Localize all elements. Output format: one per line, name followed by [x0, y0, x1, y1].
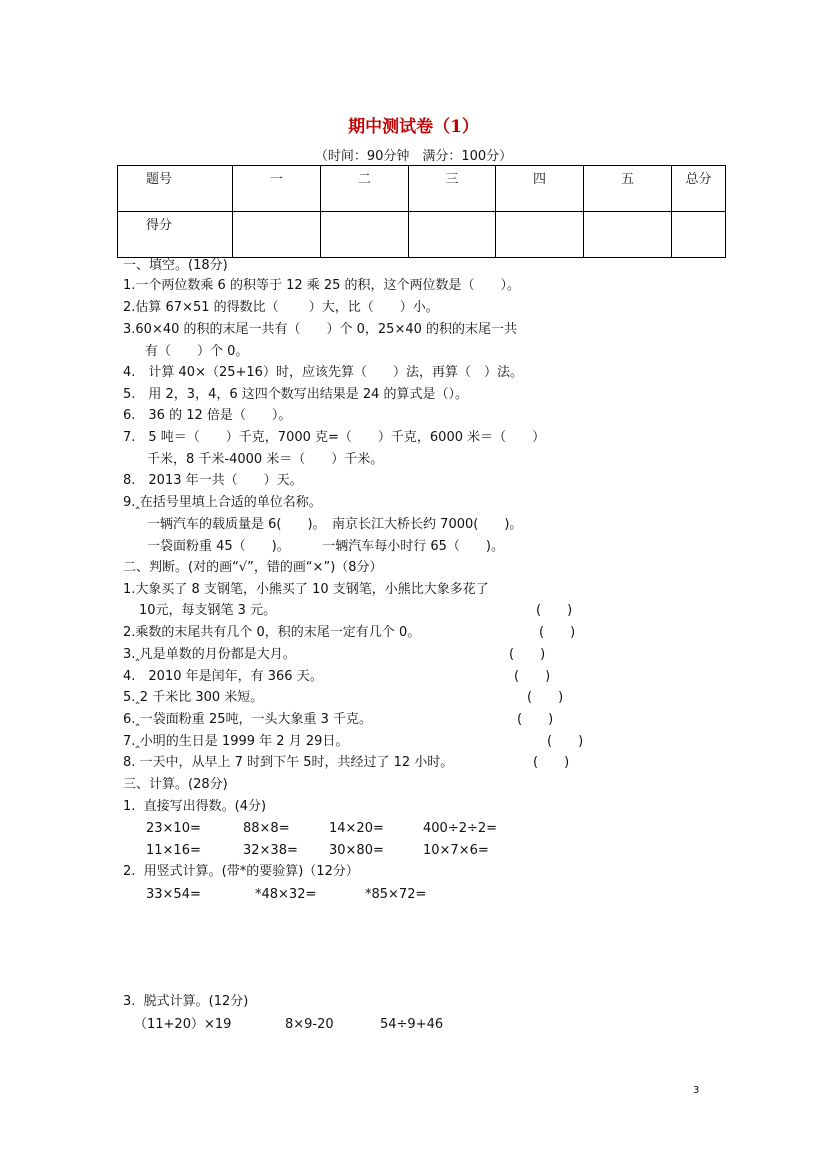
score-header-cell: 一: [233, 166, 321, 212]
question-line: 一辆汽车的载质量是 6( )。 南京长江大桥长约 7000( )。: [147, 517, 523, 532]
question-line: 5.‸2 千米比 300 米短。: [123, 690, 264, 705]
question-line: 8. 一天中，从早上 7 时到下午 5时，共经过了 12 小时。: [123, 755, 454, 770]
question-line: 3. 脱式计算。(12分): [123, 994, 249, 1009]
section-heading: 一、填空。(18分): [123, 258, 228, 273]
question-line: 7. 5 吨＝（ ）千克，7000 克=（ ）千克，6000 米＝（ ）: [123, 430, 546, 445]
score-cell[interactable]: [321, 212, 409, 258]
answer-bracket[interactable]: ( ): [509, 647, 546, 662]
step-calc-item: 54÷9+46: [380, 1017, 444, 1032]
section-heading: 三、计算。(28分): [123, 777, 228, 792]
oral-calc-item: 11×16=: [146, 843, 201, 858]
score-header-cell: 总分: [672, 166, 726, 212]
question-line: 3.‸凡是单数的月份都是大月。: [123, 647, 296, 662]
question-line: 4. 2010 年是闰年，有 366 天。: [123, 669, 323, 684]
question-line: 4. 计算 40×（25+16）时，应该先算（ ）法，再算（ ）法。: [123, 365, 523, 380]
vertical-calc-item: *48×32=: [255, 887, 317, 902]
vertical-calc-item: 33×54=: [146, 887, 201, 902]
oral-calc-item: 32×38=: [243, 843, 298, 858]
score-cell[interactable]: [409, 212, 496, 258]
question-line: 2. 用竖式计算。(带*的要验算)（12分）: [123, 864, 359, 879]
oral-calc-item: 10×7×6=: [423, 843, 489, 858]
score-cell[interactable]: [672, 212, 726, 258]
step-calc-item: 8×9-20: [285, 1017, 334, 1032]
answer-bracket[interactable]: ( ): [547, 734, 584, 749]
page-number: 3: [693, 1085, 700, 1096]
vertical-calc-item: *85×72=: [365, 887, 427, 902]
oral-calc-item: 88×8=: [243, 821, 290, 836]
oral-calc-item: 30×80=: [329, 843, 384, 858]
question-line: 8. 2013 年一共（ ）天。: [123, 473, 303, 488]
score-cell[interactable]: [584, 212, 672, 258]
question-line: 10元，每支钢笔 3 元。: [139, 603, 277, 618]
score-header-cell: 题号: [118, 166, 233, 212]
question-line: 2.估算 67×51 的得数比（ ）大，比（ ）小。: [123, 300, 439, 315]
score-table-header-row: [118, 166, 726, 212]
score-cell[interactable]: [496, 212, 584, 258]
score-header-cell: 四: [496, 166, 584, 212]
step-calc-item: （11+20）×19: [134, 1017, 232, 1032]
question-line: 6.‸一袋面粉重 25吨，一头大象重 3 千克。: [123, 712, 373, 727]
score-header-cell: 三: [409, 166, 496, 212]
question-line: 3.60×40 的积的末尾一共有（ ）个 0，25×40 的积的末尾一共: [123, 322, 518, 337]
question-line: 1.大象买了 8 支钢笔，小熊买了 10 支钢笔，小熊比大象多花了: [123, 582, 489, 597]
answer-bracket[interactable]: ( ): [517, 712, 554, 727]
question-line: 一袋面粉重 45（ )。 一辆汽车每小时行 65（ )。: [147, 539, 504, 554]
oral-calc-item: 14×20=: [329, 821, 384, 836]
question-line: 2.乘数的末尾共有几个 0，积的末尾一定有几个 0。: [123, 625, 421, 640]
oral-calc-item: 23×10=: [146, 821, 201, 836]
answer-bracket[interactable]: ( ): [514, 669, 551, 684]
exam-info: （时间：90分钟 满分：100分）: [314, 149, 513, 164]
question-line: 5. 用 2，3，4，6 这四个数写出结果是 24 的算式是（）。: [123, 387, 469, 402]
answer-bracket[interactable]: ( ): [533, 755, 570, 770]
score-table: [117, 165, 726, 258]
score-header-cell: 二: [321, 166, 409, 212]
question-line: 1. 直接写出得数。(4分): [123, 799, 267, 814]
question-line: 9.‸在括号里填上合适的单位名称。: [123, 495, 322, 510]
section-heading: 二、判断。(对的画“√”，错的画“×”)（8分）: [123, 560, 383, 575]
question-line: 千米，8 千米-4000 米＝（ ）千米。: [147, 452, 384, 467]
score-table-score-row: [118, 212, 726, 258]
answer-bracket[interactable]: ( ): [527, 690, 564, 705]
question-line: 7.‸小明的生日是 1999 年 2 月 29日。: [123, 734, 349, 749]
score-row-label: 得分: [118, 212, 233, 258]
score-cell[interactable]: [233, 212, 321, 258]
answer-bracket[interactable]: ( ): [539, 625, 576, 640]
answer-bracket[interactable]: ( ): [536, 603, 573, 618]
score-header-cell: 五: [584, 166, 672, 212]
page-title: 期中测试卷（1）: [348, 117, 479, 137]
question-line: 有（ ）个 0。: [145, 344, 249, 359]
oral-calc-item: 400÷2÷2=: [423, 821, 498, 836]
question-line: 6. 36 的 12 倍是（ ）。: [123, 408, 292, 423]
question-line: 1.一个两位数乘 6 的积等于 12 乘 25 的积，这个两位数是（ ）。: [123, 278, 521, 293]
